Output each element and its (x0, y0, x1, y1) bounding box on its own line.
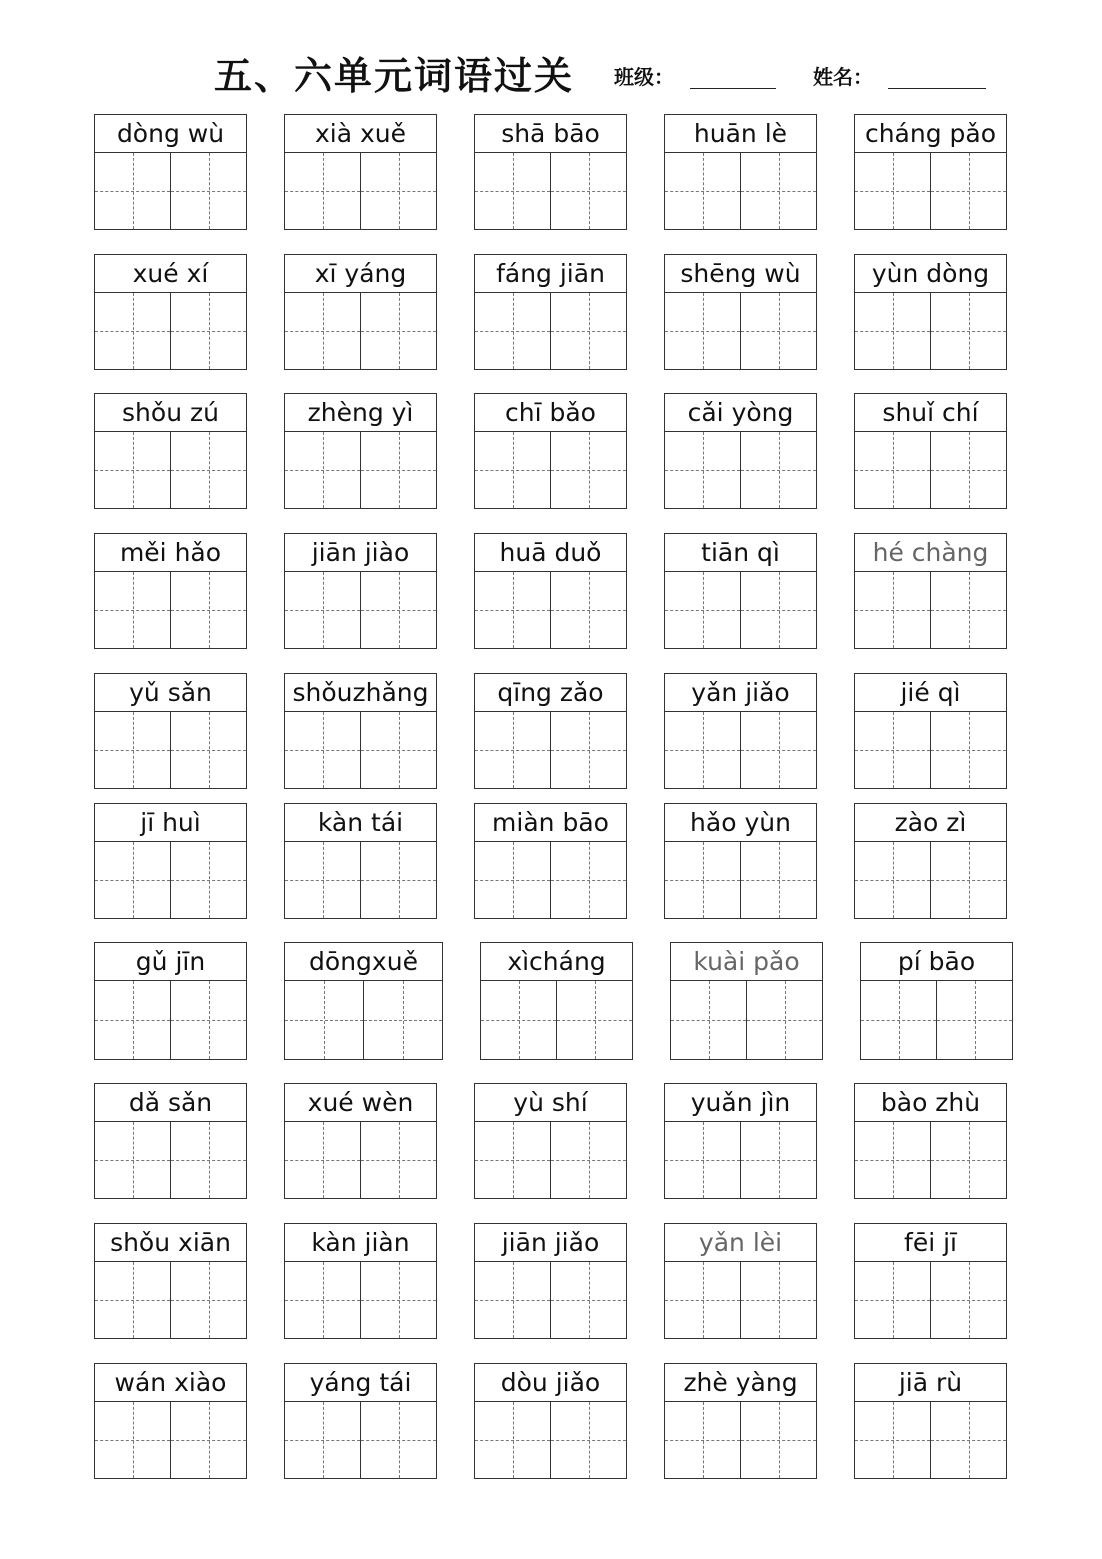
tianzige-box[interactable] (550, 842, 626, 918)
writing-boxes (855, 842, 1006, 918)
pinyin-label: yáng tái (285, 1364, 436, 1402)
pinyin-label: zhèng yì (285, 394, 436, 432)
word-cell (284, 533, 437, 649)
word-cell (854, 673, 1007, 789)
tianzige-box[interactable] (550, 293, 626, 369)
tianzige-box[interactable] (360, 153, 436, 229)
writing-boxes (671, 981, 822, 1059)
word-cell (94, 942, 247, 1060)
word-cell (284, 1363, 437, 1479)
writing-boxes (95, 981, 246, 1059)
pinyin-label: shǒuzhǎng (285, 674, 436, 712)
pinyin-label: miàn bāo (475, 804, 626, 842)
tianzige-box[interactable] (930, 1262, 1006, 1338)
word-cell (664, 114, 817, 230)
tianzige-box[interactable] (740, 1402, 816, 1478)
tianzige-box[interactable] (665, 1262, 740, 1338)
writing-boxes (95, 572, 246, 648)
word-cell (664, 1363, 817, 1479)
word-cell (854, 1083, 1007, 1199)
tianzige-box[interactable] (170, 712, 246, 788)
writing-boxes (475, 572, 626, 648)
writing-boxes (285, 293, 436, 369)
writing-boxes (285, 153, 436, 229)
pinyin-label: xià xuě (285, 115, 436, 153)
tianzige-box[interactable] (285, 432, 360, 508)
word-cell (664, 533, 817, 649)
writing-boxes (665, 293, 816, 369)
tianzige-box[interactable] (95, 842, 170, 918)
word-cell (474, 1363, 627, 1479)
word-cell (94, 1363, 247, 1479)
tianzige-box[interactable] (95, 1122, 170, 1198)
pinyin-label: chī bǎo (475, 394, 626, 432)
word-cell (474, 1223, 627, 1339)
pinyin-label: hé chàng (855, 534, 1006, 572)
pinyin-label: zhè yàng (665, 1364, 816, 1402)
tianzige-box[interactable] (285, 293, 360, 369)
tianzige-box[interactable] (930, 1122, 1006, 1198)
pinyin-label: jiā rù (855, 1364, 1006, 1402)
tianzige-box[interactable] (556, 981, 632, 1059)
writing-boxes (475, 842, 626, 918)
word-cell (854, 1363, 1007, 1479)
writing-boxes (285, 712, 436, 788)
tianzige-box[interactable] (855, 1262, 930, 1338)
writing-boxes (285, 1122, 436, 1198)
tianzige-box[interactable] (665, 293, 740, 369)
tianzige-box[interactable] (550, 432, 626, 508)
tianzige-box[interactable] (170, 1262, 246, 1338)
word-cell (94, 1083, 247, 1199)
tianzige-box[interactable] (671, 981, 746, 1059)
tianzige-box[interactable] (740, 432, 816, 508)
writing-boxes (475, 1122, 626, 1198)
word-cell (284, 1223, 437, 1339)
word-cell (664, 803, 817, 919)
tianzige-box[interactable] (285, 572, 360, 648)
writing-boxes (855, 712, 1006, 788)
writing-boxes (855, 572, 1006, 648)
word-cell (284, 254, 437, 370)
tianzige-box[interactable] (550, 572, 626, 648)
tianzige-box[interactable] (930, 432, 1006, 508)
writing-boxes (855, 293, 1006, 369)
pinyin-label: dǎ sǎn (95, 1084, 246, 1122)
pinyin-label: xué wèn (285, 1084, 436, 1122)
tianzige-box[interactable] (360, 1122, 436, 1198)
tianzige-box[interactable] (475, 153, 550, 229)
tianzige-box[interactable] (475, 572, 550, 648)
pinyin-label: xìcháng (481, 943, 632, 981)
word-cell (854, 393, 1007, 509)
tianzige-box[interactable] (360, 712, 436, 788)
tianzige-box[interactable] (855, 1402, 930, 1478)
tianzige-box[interactable] (861, 981, 936, 1059)
writing-boxes (665, 432, 816, 508)
word-cell (94, 1223, 247, 1339)
pinyin-label: shēng wù (665, 255, 816, 293)
word-cell (94, 673, 247, 789)
tianzige-box[interactable] (740, 712, 816, 788)
tianzige-box[interactable] (360, 1262, 436, 1338)
writing-boxes (475, 712, 626, 788)
pinyin-label: dōngxuě (285, 943, 442, 981)
word-cell (94, 254, 247, 370)
word-cell (670, 942, 823, 1060)
tianzige-box[interactable] (475, 1122, 550, 1198)
tianzige-box[interactable] (170, 432, 246, 508)
tianzige-box[interactable] (475, 1262, 550, 1338)
pinyin-label: jiān jiào (285, 534, 436, 572)
tianzige-box[interactable] (170, 153, 246, 229)
tianzige-box[interactable] (930, 572, 1006, 648)
tianzige-box[interactable] (95, 572, 170, 648)
word-cell (474, 1083, 627, 1199)
tianzige-box[interactable] (550, 1122, 626, 1198)
pinyin-label: fáng jiān (475, 255, 626, 293)
pinyin-label: wán xiào (95, 1364, 246, 1402)
worksheet-header (0, 50, 1102, 106)
tianzige-box[interactable] (95, 1402, 170, 1478)
tianzige-box[interactable] (285, 153, 360, 229)
tianzige-box[interactable] (930, 712, 1006, 788)
writing-boxes (475, 293, 626, 369)
word-cell (284, 803, 437, 919)
writing-boxes (475, 432, 626, 508)
tianzige-box[interactable] (550, 1402, 626, 1478)
class-label: 班级： (614, 65, 674, 89)
tianzige-box[interactable] (475, 1402, 550, 1478)
tianzige-box[interactable] (170, 1122, 246, 1198)
tianzige-box[interactable] (475, 432, 550, 508)
writing-boxes (95, 1262, 246, 1338)
word-cell (854, 254, 1007, 370)
pinyin-label: shǒu zú (95, 394, 246, 432)
tianzige-box[interactable] (360, 572, 436, 648)
tianzige-box[interactable] (930, 293, 1006, 369)
class-blank[interactable] (690, 88, 776, 89)
word-cell (474, 803, 627, 919)
tianzige-box[interactable] (665, 432, 740, 508)
word-cell (284, 114, 437, 230)
tianzige-box[interactable] (665, 1122, 740, 1198)
tianzige-box[interactable] (360, 293, 436, 369)
tianzige-box[interactable] (740, 153, 816, 229)
tianzige-box[interactable] (855, 842, 930, 918)
word-cell (474, 673, 627, 789)
writing-boxes (285, 981, 442, 1059)
tianzige-box[interactable] (665, 1402, 740, 1478)
writing-boxes (95, 712, 246, 788)
writing-boxes (861, 981, 1012, 1059)
word-cell (94, 533, 247, 649)
tianzige-box[interactable] (740, 842, 816, 918)
pinyin-label: xī yáng (285, 255, 436, 293)
word-cell (664, 1083, 817, 1199)
word-cell (284, 1083, 437, 1199)
pinyin-label: qīng zǎo (475, 674, 626, 712)
tianzige-box[interactable] (360, 432, 436, 508)
pinyin-label: kuài pǎo (671, 943, 822, 981)
tianzige-box[interactable] (285, 1122, 360, 1198)
tianzige-box[interactable] (550, 1262, 626, 1338)
writing-boxes (95, 293, 246, 369)
pinyin-label: shǒu xiān (95, 1224, 246, 1262)
writing-boxes (95, 1122, 246, 1198)
pinyin-label: yù shí (475, 1084, 626, 1122)
pinyin-label: cháng pǎo (855, 115, 1006, 153)
writing-boxes (475, 1402, 626, 1478)
tianzige-box[interactable] (475, 712, 550, 788)
pinyin-label: tiān qì (665, 534, 816, 572)
tianzige-box[interactable] (95, 153, 170, 229)
word-cell (854, 803, 1007, 919)
pinyin-label: cǎi yòng (665, 394, 816, 432)
word-cell (664, 254, 817, 370)
pinyin-label: dòu jiǎo (475, 1364, 626, 1402)
pinyin-label: dòng wù (95, 115, 246, 153)
tianzige-box[interactable] (170, 1402, 246, 1478)
tianzige-box[interactable] (170, 572, 246, 648)
word-cell (854, 533, 1007, 649)
word-cell (94, 114, 247, 230)
writing-boxes (285, 1402, 436, 1478)
writing-boxes (95, 1402, 246, 1478)
tianzige-box[interactable] (665, 842, 740, 918)
tianzige-box[interactable] (475, 842, 550, 918)
tianzige-box[interactable] (665, 572, 740, 648)
word-cell (664, 1223, 817, 1339)
writing-boxes (855, 432, 1006, 508)
pinyin-label: gǔ jīn (95, 943, 246, 981)
pinyin-label: fēi jī (855, 1224, 1006, 1262)
pinyin-label: jiān jiǎo (475, 1224, 626, 1262)
word-cell (474, 254, 627, 370)
tianzige-box[interactable] (855, 712, 930, 788)
pinyin-label: huā duǒ (475, 534, 626, 572)
writing-boxes (95, 153, 246, 229)
word-cell (474, 114, 627, 230)
tianzige-box[interactable] (930, 153, 1006, 229)
tianzige-box[interactable] (740, 293, 816, 369)
pinyin-label: yuǎn jìn (665, 1084, 816, 1122)
writing-boxes (855, 1402, 1006, 1478)
pinyin-label: yǎn lèi (665, 1224, 816, 1262)
pinyin-label: xué xí (95, 255, 246, 293)
tianzige-box[interactable] (665, 712, 740, 788)
word-cell (284, 673, 437, 789)
writing-boxes (855, 1262, 1006, 1338)
tianzige-box[interactable] (285, 842, 360, 918)
tianzige-box[interactable] (170, 293, 246, 369)
writing-boxes (665, 1262, 816, 1338)
pinyin-label: měi hǎo (95, 534, 246, 572)
pinyin-label: jī huì (95, 804, 246, 842)
tianzige-box[interactable] (740, 1122, 816, 1198)
writing-boxes (285, 1262, 436, 1338)
writing-boxes (475, 1262, 626, 1338)
writing-boxes (665, 572, 816, 648)
pinyin-label: bào zhù (855, 1084, 1006, 1122)
pinyin-label: jié qì (855, 674, 1006, 712)
word-cell (474, 393, 627, 509)
tianzige-box[interactable] (740, 1262, 816, 1338)
writing-boxes (665, 1122, 816, 1198)
word-cell (284, 942, 443, 1060)
writing-boxes (95, 432, 246, 508)
tianzige-box[interactable] (95, 712, 170, 788)
tianzige-box[interactable] (855, 572, 930, 648)
writing-boxes (665, 712, 816, 788)
tianzige-box[interactable] (855, 1122, 930, 1198)
pinyin-label: pí bāo (861, 943, 1012, 981)
writing-boxes (285, 432, 436, 508)
writing-boxes (855, 1122, 1006, 1198)
tianzige-box[interactable] (363, 981, 442, 1059)
tianzige-box[interactable] (285, 1402, 360, 1478)
word-cell (474, 533, 627, 649)
pinyin-label: yùn dòng (855, 255, 1006, 293)
tianzige-box[interactable] (95, 293, 170, 369)
writing-boxes (855, 153, 1006, 229)
tianzige-box[interactable] (285, 1262, 360, 1338)
writing-boxes (95, 842, 246, 918)
tianzige-box[interactable] (95, 432, 170, 508)
name-blank[interactable] (888, 88, 986, 89)
tianzige-box[interactable] (360, 1402, 436, 1478)
pinyin-label: yǔ sǎn (95, 674, 246, 712)
pinyin-label: yǎn jiǎo (665, 674, 816, 712)
pinyin-label: zào zì (855, 804, 1006, 842)
tianzige-box[interactable] (95, 1262, 170, 1338)
tianzige-box[interactable] (360, 842, 436, 918)
writing-boxes (665, 1402, 816, 1478)
writing-boxes (475, 153, 626, 229)
tianzige-box[interactable] (285, 981, 363, 1059)
tianzige-box[interactable] (930, 842, 1006, 918)
pinyin-label: huān lè (665, 115, 816, 153)
tianzige-box[interactable] (855, 293, 930, 369)
word-cell (284, 393, 437, 509)
tianzige-box[interactable] (170, 981, 246, 1059)
tianzige-box[interactable] (285, 712, 360, 788)
writing-boxes (285, 842, 436, 918)
tianzige-box[interactable] (170, 842, 246, 918)
pinyin-label: kàn tái (285, 804, 436, 842)
name-label: 姓名： (813, 65, 873, 89)
tianzige-box[interactable] (740, 572, 816, 648)
word-cell (480, 942, 633, 1060)
word-cell (860, 942, 1013, 1060)
tianzige-box[interactable] (855, 432, 930, 508)
pinyin-label: shuǐ chí (855, 394, 1006, 432)
pinyin-label: hǎo yùn (665, 804, 816, 842)
tianzige-box[interactable] (746, 981, 822, 1059)
tianzige-box[interactable] (550, 712, 626, 788)
page-title: 五、六单元词语过关 (214, 53, 575, 98)
writing-boxes (481, 981, 632, 1059)
tianzige-box[interactable] (665, 153, 740, 229)
tianzige-box[interactable] (930, 1402, 1006, 1478)
tianzige-box[interactable] (855, 153, 930, 229)
word-cell (854, 114, 1007, 230)
pinyin-label: kàn jiàn (285, 1224, 436, 1262)
tianzige-box[interactable] (481, 981, 556, 1059)
word-cell (94, 393, 247, 509)
writing-boxes (285, 572, 436, 648)
word-cell (854, 1223, 1007, 1339)
word-cell (664, 393, 817, 509)
tianzige-box[interactable] (95, 981, 170, 1059)
word-cell (664, 673, 817, 789)
word-cell (94, 803, 247, 919)
tianzige-box[interactable] (936, 981, 1012, 1059)
tianzige-box[interactable] (475, 293, 550, 369)
tianzige-box[interactable] (550, 153, 626, 229)
writing-boxes (665, 153, 816, 229)
pinyin-label: shā bāo (475, 115, 626, 153)
writing-boxes (665, 842, 816, 918)
